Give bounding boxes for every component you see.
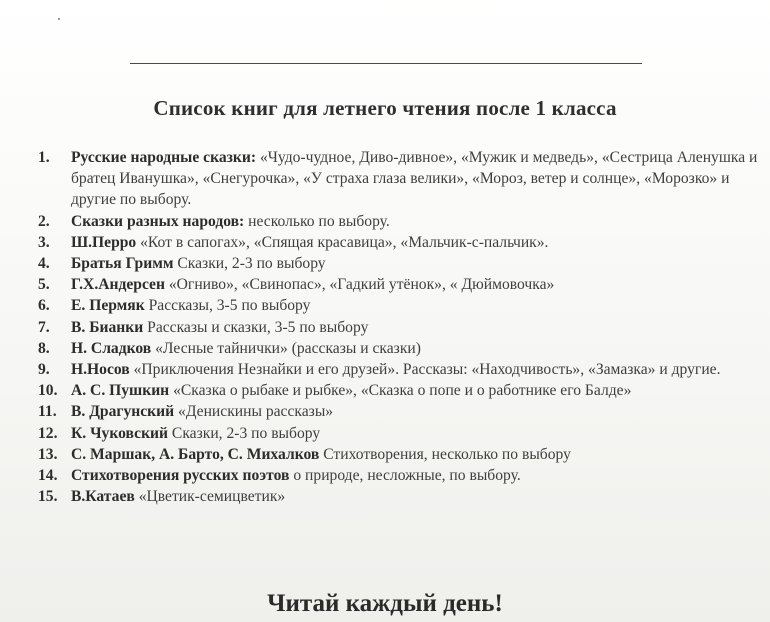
- item-description: «Денискины рассказы»: [174, 403, 334, 421]
- list-item: [38, 465, 758, 486]
- item-author: А. С. Пушкин: [71, 382, 170, 400]
- item-number: 7.: [38, 318, 50, 336]
- item-author: Стихотворения русских поэтов: [71, 467, 290, 485]
- item-text: [71, 486, 758, 507]
- list-item: [38, 423, 758, 444]
- item-number: 5.: [38, 276, 50, 294]
- top-rule: [130, 63, 642, 64]
- item-author: Русские народные сказки:: [71, 149, 257, 166]
- item-text: [71, 147, 758, 211]
- item-description: «Сказка о рыбаке и рыбке», «Сказка о попе и о работнике его Балде»: [169, 382, 632, 400]
- item-text: [71, 295, 758, 316]
- item-text: [71, 359, 758, 380]
- list-item: [38, 211, 758, 232]
- item-text: [71, 401, 758, 422]
- item-description: о природе, несложные, по выбору.: [289, 467, 521, 485]
- item-text: [71, 317, 758, 338]
- item-description: несколько по выбору.: [244, 212, 390, 230]
- list-item: [38, 359, 758, 380]
- item-author: С. Маршак, А. Барто, С. Михалков: [71, 445, 320, 463]
- list-item: [38, 401, 758, 422]
- item-text: [71, 211, 758, 232]
- item-number: 12.: [38, 424, 58, 442]
- list-item: [38, 380, 758, 401]
- scan-speck: [58, 18, 60, 20]
- item-text: [71, 338, 758, 359]
- item-number: 10.: [38, 382, 58, 400]
- item-author: Ш.Перро: [71, 233, 137, 251]
- item-description: «Чудо-чудное, Диво-дивное», «Мужик и медведь», «Сестрица Аленушка и братец Иванушка», «Снегурочка», «У страха глаза велики», «Мороз, ветер и солнце», «Морозко» и другие по выбору.: [71, 149, 758, 209]
- list-item: [38, 486, 758, 507]
- item-description: Стихотворения, несколько по выбору: [319, 445, 571, 463]
- item-description: «Кот в сапогах», «Спящая красавица», «Мальчик-с-пальчик».: [136, 233, 549, 251]
- footer-slogan: Читай каждый день!: [267, 590, 503, 617]
- item-author: Г.Х.Андерсен: [71, 276, 165, 294]
- item-number: 13.: [38, 445, 58, 463]
- list-item: [38, 444, 758, 465]
- item-description: Сказки, 2-3 по выбору: [173, 255, 326, 273]
- item-author: Н. Сладков: [71, 339, 152, 357]
- item-number: 3.: [38, 233, 50, 251]
- item-number: 9.: [38, 361, 50, 379]
- item-text: [71, 274, 758, 295]
- item-description: «Лесные тайнички» (рассказы и сказки): [151, 339, 421, 357]
- list-item: [38, 317, 758, 338]
- item-author: В.Катаев: [71, 488, 135, 506]
- item-description: «Цветик-семицветик»: [134, 488, 286, 506]
- item-author: К. Чуковский: [71, 424, 169, 442]
- item-description: Сказки, 2-3 по выбору: [168, 424, 321, 442]
- list-item: [38, 232, 758, 253]
- page-title: Список книг для летнего чтения после 1 класса: [153, 96, 617, 120]
- item-text: [71, 232, 758, 253]
- item-author: В. Бианки: [71, 318, 144, 336]
- item-text: [71, 465, 758, 486]
- item-author: Н.Носов: [71, 361, 130, 379]
- item-description: «Приключения Незнайки и его друзей». Рассказы: «Находчивость», «Замазка» и другие.: [129, 361, 721, 379]
- item-text: [71, 380, 758, 401]
- list-item: [38, 253, 758, 274]
- item-number: 15.: [38, 488, 58, 506]
- item-description: Рассказы, 3-5 по выбору: [144, 297, 311, 315]
- item-number: 1.: [38, 149, 50, 166]
- list-item: [38, 295, 758, 316]
- item-author: Братья Гримм: [71, 255, 174, 273]
- list-item: [38, 147, 758, 211]
- item-description: Рассказы и сказки, 3-5 по выбору: [143, 318, 369, 336]
- item-author: Е. Пермяк: [71, 297, 145, 315]
- item-number: 2.: [38, 212, 50, 230]
- list-item: [38, 274, 758, 295]
- item-text: [71, 253, 758, 274]
- item-number: 4.: [38, 255, 50, 273]
- item-text: [71, 444, 758, 465]
- item-number: 8.: [38, 339, 50, 357]
- item-description: «Огниво», «Свинопас», «Гадкий утёнок», « Дюймовочка»: [164, 276, 555, 294]
- book-list: [38, 147, 758, 507]
- item-number: 14.: [38, 467, 58, 485]
- list-item: [38, 338, 758, 359]
- item-author: В. Драгунский: [71, 403, 175, 421]
- item-number: 6.: [38, 297, 50, 315]
- item-number: 11.: [38, 403, 57, 421]
- item-text: [71, 423, 758, 444]
- item-author: Сказки разных народов:: [71, 212, 245, 230]
